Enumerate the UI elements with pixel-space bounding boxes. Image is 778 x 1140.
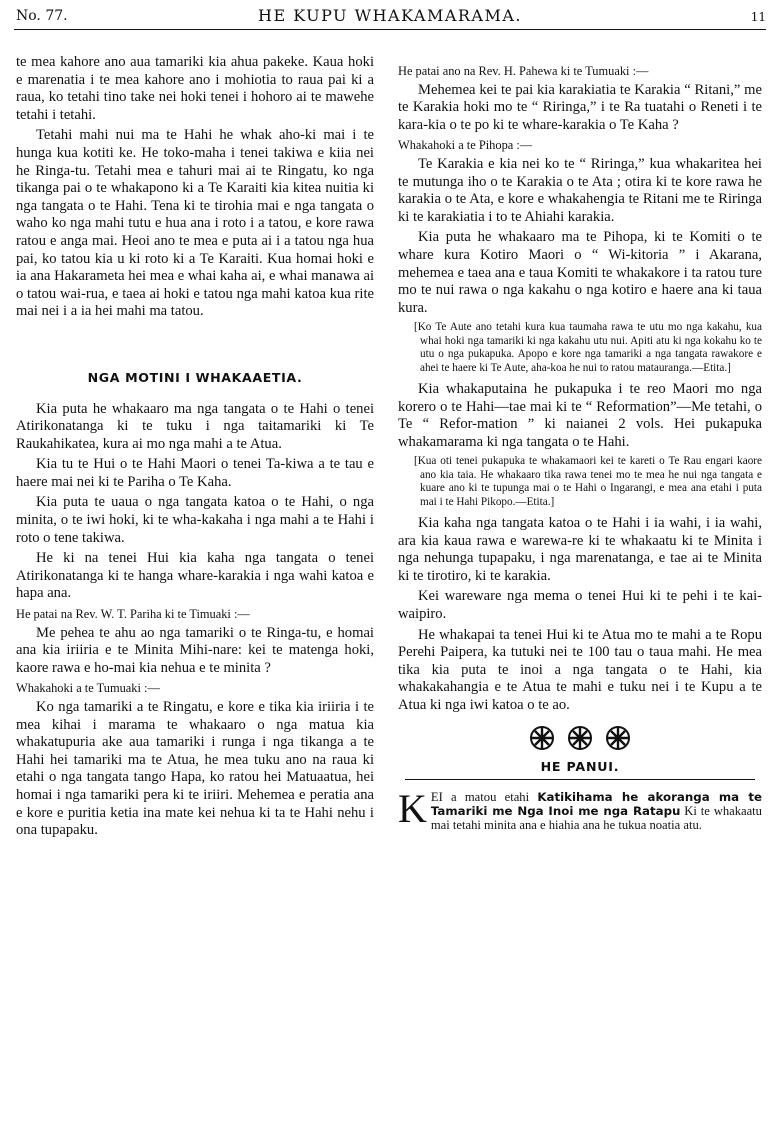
issue-number: No. 77. bbox=[16, 8, 68, 24]
paragraph: te mea kahore ano aua tamariki kia ahua pakeke. Kaua hoki e marenatia i te mea kahore ano i mohiotia to raua pai ki a raua, ko tetahi tino take nei hoki tenei i hohoro ai te mawehe tetahi i tetahi. bbox=[16, 54, 374, 123]
notice-part: EI a matou etahi bbox=[430, 790, 538, 805]
answer-label: Whakahoki a te Tumuaki :— bbox=[16, 681, 160, 696]
answer-label: Whakahoki a te Pihopa :— bbox=[398, 138, 533, 153]
notice-text bbox=[398, 786, 762, 833]
editor-note: [Ko Te Aute ano tetahi kura kua taumaha rawa te utu mo nga kakahu, kua whai hoki nga tamariki ki nga kakahu utu nui. Apiti atu ki nga kokahu ko te utu o nga pukapuka. Apopo e kore nga tamariki a nga tangata rawakore e ahei te haere ki Te Aute, aha-koa he nui to ratou matauranga.—Etita.] bbox=[414, 321, 762, 374]
paragraph: Tetahi mahi nui ma te Hahi he whak aho-ki mai i te hunga kua kotiti ke. He toko-maha i tenei takiwa e kiia nei he Ringa-tu. Tetahi mea e tahuri mai ai te Ringatu, ko nga tikanga pai o te whakapono ki a Te Karaiti kia kitea nuitia ki nga tangata o te Hahi. Tena ki te tirohia mai e nga tangata o waho ko nga mahi tutu e hua ana i roto i a tatou, e kore rawa ratou e anga mai. Heoi ano te mea e puta ai i a tatou nga hua pai, ko tatou kia u ki roto ki a Te Karaiti. Kua homai hoki e ia ana Hakarameta hei mea e whai kaha ai, e whai manawa ai o tatou wai-rua, e taea ai hoki e tatou nga mahi katoa kua rite mai nei i a ia hei mahi ma tatou. bbox=[16, 127, 374, 320]
paragraph: He whakapai ta tenei Hui ki te Atua mo te mahi a te Ropu Perehi Paipera, ka tutuki nei te 100 tau o taua mahi. He mea tika kia puta te inoi a nga tangata o te Hahi, kia whakakahangia e te Atua te mahi e tuku nei i te Kupu a te Atua ki nga iwi katoa o te ao. bbox=[398, 626, 762, 713]
question-label: He patai na Rev. W. T. Pariha ki te Timuaki :— bbox=[16, 607, 250, 622]
answer-text: Ko nga tamariki a te Ringatu, e kore e tika kia iriiria i te mea kihai i marama te whakaaro o nga matua kia whakatupuria ake aua tamariki i runga i nga tikanga a te Hahi hei tamariki ma te Atua, he mea tuku ano na raua ki etahi o nga tangata tango Hapa, ko ratou hei Matuaatua, hei homai i nga tamariki pera ki te iriiri. Mehemea e peratia ana e kore e puritia ketia ina mate kei nehua ki ta te Hahi nehu i ona tupapaku. bbox=[16, 699, 374, 839]
notice-heading: HE PANUI. bbox=[540, 759, 620, 775]
left-column bbox=[16, 54, 374, 843]
paragraph: Kia kaha nga tangata katoa o te Hahi i ia wahi, i ia wahi, ara kia kaua rawa e warewa-re ki te whakaatu ki te Minita i nga nehunga tupapaku, i nga marenatanga, e tae ai te Minita ki te tirotiro, ki te karakia. bbox=[398, 514, 762, 584]
paragraph: Kia whakaputaina he pukapuka i te reo Maori mo nga korero o te Hahi—tae mai ki te “ Reformation”—Me tetahi, o Te “ Refor-mation ” ki naianei 2 vols. Hei pukapuka whakamarama ki nga tangata o te Hahi. bbox=[398, 380, 762, 450]
question-text: Mehemea kei te pai kia karakiatia te Karakia “ Ritani,” me te Karakia hoki mo te “ Riringa,” i te Ra tuatahi o Reneti i te kara-kia o te po ki te whare-karakia o Te Kaha ? bbox=[398, 81, 762, 133]
flower-ornament-icon bbox=[530, 726, 554, 750]
editor-note: [Kua oti tenei pukapuka te whakamaori kei te kareti o Te Rau engari kaore ano kia taia. He whakaaro tika rawa tenei mo te mea he nui nga tangata e kuare ano ki te tupunga mai o te Hahi o Ingarangi, e mea ana etahi i puta mai i te Hahi Pikopo.—Etita.] bbox=[414, 455, 762, 508]
section-heading: NGA MOTINI I WHAKAAETIA. bbox=[87, 369, 303, 385]
page-number: 11 bbox=[750, 10, 766, 24]
paragraph: Kei wareware nga mema o tenei Hui ki te pehi i te kai-waipiro. bbox=[398, 588, 762, 622]
drop-cap: K bbox=[398, 786, 427, 832]
question-text: Me pehea te ahu ao nga tamariki o te Ringa-tu, e homai ana kia iriiria e te Minita Mihi-nare: kei te matenga hoki, kaore rawa e ho-mai kia nehua e te minita ? bbox=[16, 624, 374, 676]
motion-item: Kia puta he whakaaro ma nga tangata o te Hahi o tenei Atirikonatanga ki te tuku i nga taitamariki ki Te Raukahikatea, kura ai mo nga mahi a te Atua. bbox=[16, 400, 374, 452]
paragraph: Kia puta he whakaaro ma te Pihopa, ki te Komiti o te whare kura Kotiro Maori o “ Wi-kitoria ” i Akarana, mehemea e taea ana e taua Komiti te whakakore i ta ratou ture mo te nui rawa o nga kakahu o nga kotiro e haere ana ki taua kura. bbox=[398, 229, 762, 316]
page-header bbox=[14, 4, 766, 34]
question-label: He patai ano na Rev. H. Pahewa ki te Tumuaki :— bbox=[398, 64, 649, 78]
right-column bbox=[398, 61, 762, 832]
ornament-row bbox=[398, 726, 762, 754]
running-title: HE KUPU WHAKAMARAMA. bbox=[257, 6, 522, 25]
motion-item: He ki na tenei Hui kia kaha nga tangata o tenei Atirikonatanga ki te hanga whare-karakia i nga wahi katoa e hapa ana. bbox=[16, 550, 374, 602]
motion-item: Kia tu te Hui o te Hahi Maori o tenei Ta-kiwa a te tau e haere mai nei ki te Pariha o Te Kaha. bbox=[16, 456, 374, 490]
notice-part: Ki te whakaatu mai tetahi minita ana e hiahia ana he tukua noatia atu. bbox=[430, 804, 762, 833]
notice-rule bbox=[405, 779, 754, 780]
flower-ornament-icon bbox=[568, 726, 592, 750]
answer-text: Te Karakia e kia nei ko te “ Riringa,” kua whakaritea hei te mutunga iho o te Karakia o te Ata ; otira ki te kore rawa he karakia o te Ata, e kore e whakahengia te Ritani me te Riringa ki te karakiatia i to te Ahiahi karakia. bbox=[398, 155, 762, 225]
motion-item: Kia puta te uaua o nga tangata katoa o te Hahi, o nga minita, o te iwi hoki, ki te wha-kakaha i nga mahi a te Hahi i roto o tene takiwa. bbox=[16, 494, 374, 546]
notice-book-title: Katikihama he akoranga ma te Tamariki me Nga Inoi me nga Ratapu bbox=[430, 790, 762, 819]
flower-ornament-icon bbox=[606, 726, 630, 750]
header-rule bbox=[14, 29, 766, 30]
